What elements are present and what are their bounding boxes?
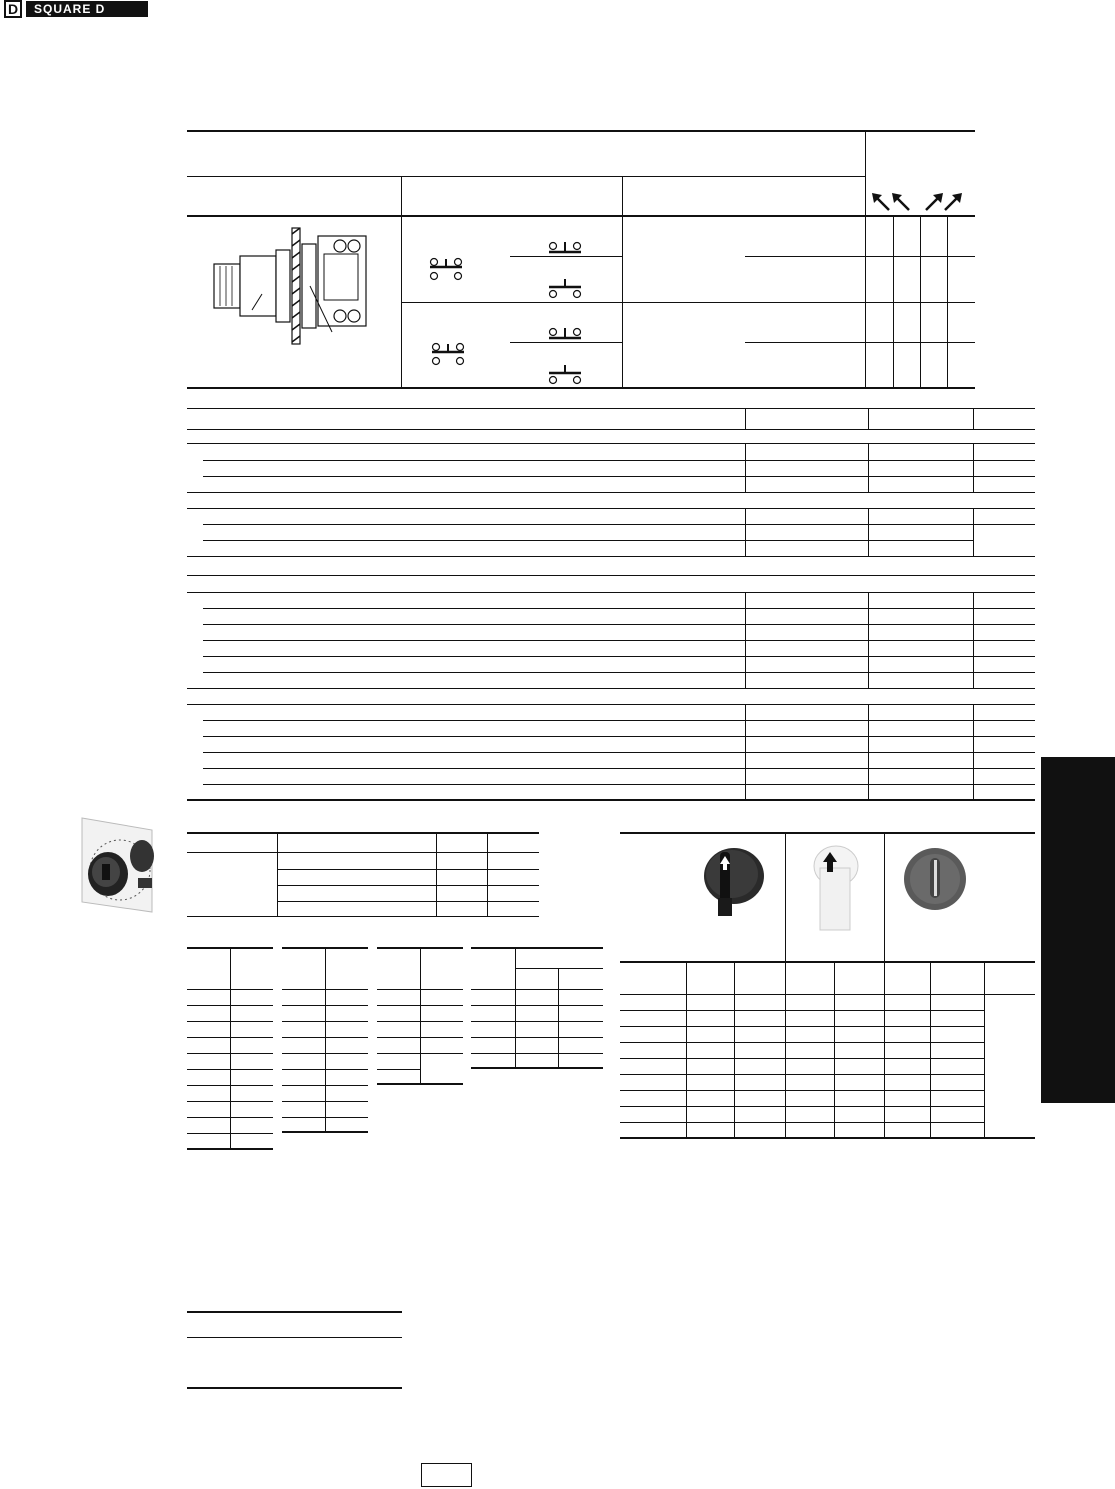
brand-logo <box>4 0 148 18</box>
logo-mark: D <box>4 0 22 18</box>
knob-black-image <box>702 846 766 918</box>
knob-lever-white-image <box>810 844 866 932</box>
contact-no-icon <box>547 324 583 340</box>
arrow-up-left-icon <box>891 192 911 212</box>
knob-coin-slot-image <box>902 846 968 912</box>
contact-no-symbol-icon <box>430 341 466 367</box>
page-number-box <box>421 1463 472 1487</box>
contact-no-icon <box>547 238 583 254</box>
arrow-up-right-icon <box>943 192 963 212</box>
selector-switch-cutaway-image <box>212 224 367 346</box>
arrow-up-right-icon <box>924 192 944 212</box>
contact-no-symbol-icon <box>428 256 464 282</box>
contact-nc-icon <box>547 364 583 384</box>
section-side-tab <box>1041 757 1115 1103</box>
logo-text: SQUARE D <box>26 1 148 17</box>
potentiometer-dial-image <box>80 816 160 914</box>
contact-nc-icon <box>547 278 583 298</box>
arrow-up-left-icon <box>871 192 891 212</box>
